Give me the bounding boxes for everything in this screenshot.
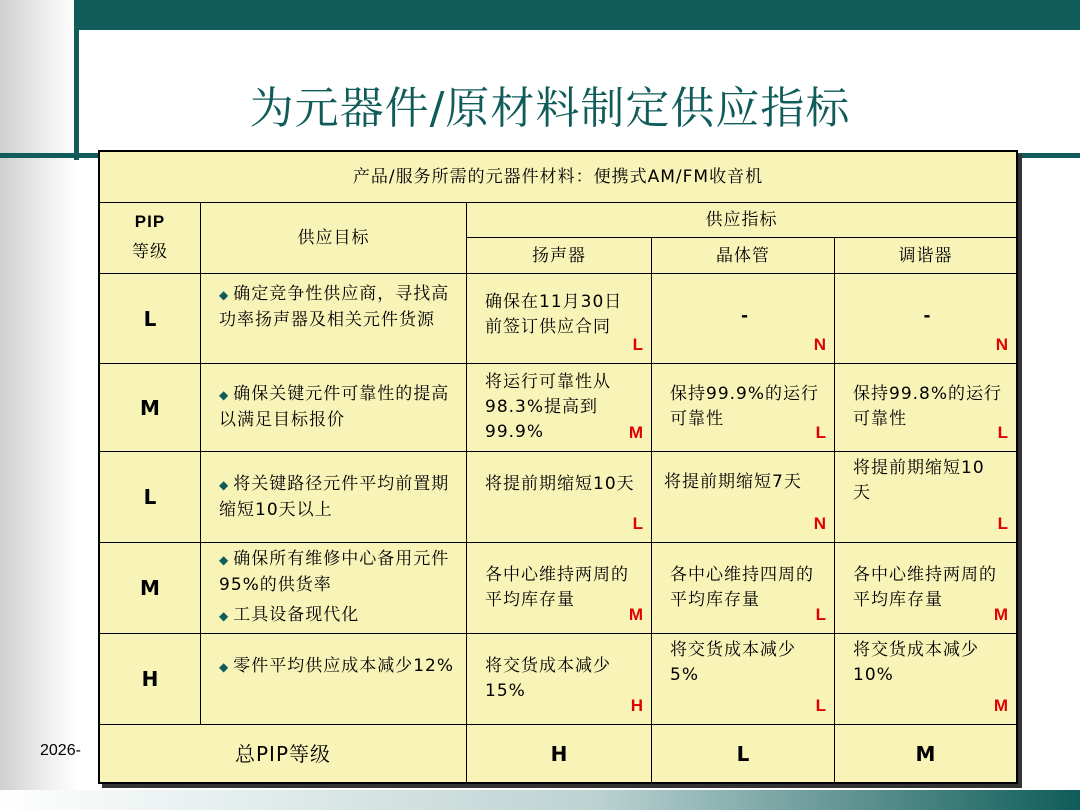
row5-speaker-flag: H bbox=[630, 696, 643, 715]
row3-tuner-flag: L bbox=[997, 514, 1008, 533]
row1-goal-cell bbox=[201, 274, 466, 363]
row2-goal-text: 确保关键元件可靠性的提高以满足目标报价 bbox=[219, 384, 450, 430]
row2-grade: M bbox=[140, 395, 160, 420]
row3-transistor-cell bbox=[652, 452, 834, 542]
row4-goal-cell bbox=[201, 543, 466, 633]
row2-tuner-text: 保持99.8%的运行可靠性 bbox=[853, 384, 1003, 429]
row1-speaker-cell bbox=[467, 274, 651, 363]
pip-grade-header bbox=[100, 202, 200, 273]
row3-goal-text: 将关键路径元件平均前置期缩短10天以上 bbox=[219, 474, 450, 520]
row5-grade: H bbox=[141, 667, 159, 691]
total-speaker-grade: H bbox=[550, 741, 568, 766]
row2-tuner-flag: L bbox=[997, 423, 1008, 442]
row3-speaker-flag: L bbox=[632, 514, 643, 533]
subcol-tuner: 调谐器 bbox=[898, 245, 953, 266]
row2-speaker-cell bbox=[467, 364, 651, 451]
row5-goal bbox=[219, 654, 456, 680]
slide-title: 为元器件/原材料制定供应指标 bbox=[249, 83, 851, 134]
top-accent-bar bbox=[78, 0, 1080, 30]
row5-tuner-flag: M bbox=[993, 696, 1008, 715]
row2-transistor-cell bbox=[652, 364, 834, 451]
row5-goal-cell bbox=[201, 634, 466, 724]
row5-speaker-text: 将交货成本减少15% bbox=[485, 656, 611, 701]
table-header-title: 产品/服务所需的元器件材料：便携式AM/FM收音机 bbox=[352, 167, 764, 187]
row3-transistor-text: 将提前期缩短7天 bbox=[664, 472, 802, 492]
row2-goal bbox=[219, 382, 456, 433]
row2-speaker-text: 将运行可靠性从98.3%提高到99.9% bbox=[485, 372, 611, 442]
row2-transistor-text: 保持99.9%的运行可靠性 bbox=[670, 384, 820, 429]
supply-goal-header: 供应目标 bbox=[297, 227, 370, 248]
slide-date: 2026- bbox=[40, 742, 81, 759]
row2-tuner-cell bbox=[835, 364, 1016, 451]
total-transistor-grade: L bbox=[736, 741, 750, 766]
row4-tuner-cell bbox=[835, 543, 1016, 633]
row2-speaker-flag: M bbox=[628, 423, 643, 442]
pip-header-line1: PIP bbox=[134, 212, 166, 231]
row1-grade: L bbox=[143, 306, 157, 331]
bullet-icon: ◆ bbox=[219, 388, 230, 402]
row5-tuner-text: 将交货成本减少10% bbox=[853, 640, 979, 685]
bullet-icon: ◆ bbox=[219, 478, 230, 492]
row1-transistor-flag: N bbox=[813, 335, 826, 354]
row4-tuner-text: 各中心维持两周的平均库存量 bbox=[853, 565, 997, 610]
row3-speaker-text: 将提前期缩短10天 bbox=[485, 474, 635, 494]
row4-speaker-text: 各中心维持两周的平均库存量 bbox=[485, 565, 629, 610]
subcol-transistor: 晶体管 bbox=[716, 245, 770, 266]
subcol-speaker: 扬声器 bbox=[532, 245, 586, 266]
bullet-icon: ◆ bbox=[219, 609, 230, 623]
row4-goal bbox=[219, 547, 456, 598]
row1-transistor-cell bbox=[652, 274, 834, 363]
row3-goal bbox=[219, 472, 456, 523]
row4-speaker-flag: M bbox=[628, 605, 643, 624]
bullet-icon: ◆ bbox=[219, 288, 230, 302]
total-tuner-grade: M bbox=[915, 741, 936, 766]
row4-goal-text: 确保所有维修中心备用元件95%的供货率 bbox=[219, 549, 450, 595]
row1-goal bbox=[219, 282, 456, 333]
row5-transistor-text: 将交货成本减少5% bbox=[670, 640, 796, 685]
left-decor-block bbox=[0, 0, 78, 810]
row4-speaker-cell bbox=[467, 543, 651, 633]
row2-goal-cell bbox=[201, 364, 466, 451]
row5-tuner-cell bbox=[835, 634, 1016, 724]
bullet-icon: ◆ bbox=[219, 553, 230, 567]
row3-tuner-cell bbox=[835, 452, 1016, 542]
row3-tuner-text: 将提前期缩短10天 bbox=[853, 458, 985, 503]
row4-goal2 bbox=[219, 603, 456, 629]
row3-goal-cell bbox=[201, 452, 466, 542]
row5-goal-text: 零件平均供应成本减少12% bbox=[233, 656, 455, 676]
bullet-icon: ◆ bbox=[219, 660, 230, 674]
left-accent-line bbox=[74, 0, 79, 160]
row4-transistor-cell bbox=[652, 543, 834, 633]
bottom-accent-bar bbox=[0, 790, 1080, 810]
row1-tuner-cell bbox=[835, 274, 1016, 363]
row1-tuner-text: - bbox=[923, 306, 932, 326]
supply-indicator-table bbox=[98, 150, 1018, 784]
row1-speaker-text: 确保在11月30日前签订供应合同 bbox=[485, 292, 623, 337]
row3-transistor-flag: N bbox=[813, 514, 826, 533]
row4-transistor-text: 各中心维持四周的平均库存量 bbox=[670, 565, 814, 610]
row3-grade: L bbox=[143, 485, 157, 509]
row1-tuner-flag: N bbox=[995, 335, 1008, 354]
pip-header-line2: 等级 bbox=[132, 242, 168, 262]
row4-transistor-flag: L bbox=[815, 605, 826, 624]
row1-speaker-flag: L bbox=[632, 335, 643, 354]
row3-speaker-cell bbox=[467, 452, 651, 542]
row5-transistor-flag: L bbox=[815, 696, 826, 715]
row1-goal-text: 确定竞争性供应商，寻找高功率扬声器及相关元件货源 bbox=[219, 284, 450, 330]
row5-transistor-cell bbox=[652, 634, 834, 724]
row4-grade: M bbox=[140, 576, 160, 600]
row5-speaker-cell bbox=[467, 634, 651, 724]
supply-indicators-header: 供应指标 bbox=[705, 209, 778, 230]
row4-tuner-flag: M bbox=[993, 605, 1008, 624]
row2-transistor-flag: L bbox=[815, 423, 826, 442]
row1-transistor-text: - bbox=[740, 306, 750, 326]
row4-goal2-text: 工具设备现代化 bbox=[233, 605, 360, 625]
total-pip-label: 总PIP等级 bbox=[234, 741, 332, 766]
